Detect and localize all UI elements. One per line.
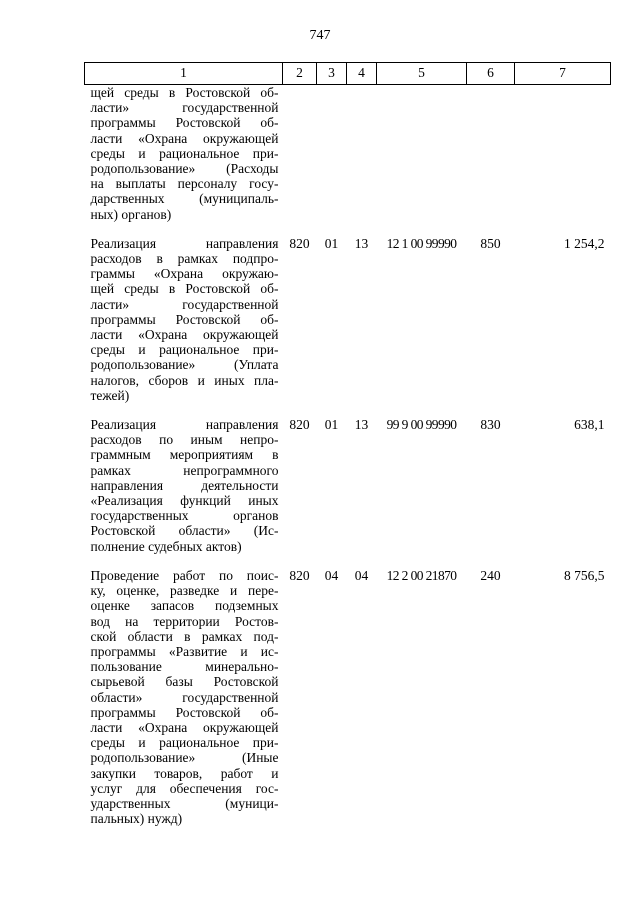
table-row: [85, 417, 611, 568]
cell-target-article-code: 12 1 00 99990: [386, 235, 457, 251]
description-line: ударственных (муници-: [90, 795, 279, 811]
description-line: граммы «Охрана окружаю-: [90, 266, 279, 282]
header-col-3: 3: [317, 63, 347, 85]
cell-target-article-code: [377, 85, 467, 236]
table-row: [85, 236, 611, 417]
description-line: щей среды в Ростовской об-: [90, 85, 279, 100]
cell-section-code: [317, 85, 347, 236]
description-line: программы «Развитие и ис-: [90, 643, 279, 659]
row-description: [85, 85, 283, 236]
description-line: Реализация направления: [90, 235, 279, 251]
row-description: [85, 568, 283, 840]
description-line: ской области в рамках под-: [90, 628, 279, 644]
cell-amount: [515, 85, 611, 236]
description-line: программы Ростовской об-: [90, 115, 279, 131]
description-line: оценке запасов подземных: [90, 598, 279, 614]
description-line: пользование минерально-: [90, 659, 279, 675]
description-line: области» государственной: [90, 689, 279, 705]
description-line: дарственных (муниципаль-: [90, 191, 279, 207]
description-line: Проведение работ по поис-: [90, 567, 279, 583]
cell-section-code: 01: [324, 417, 339, 433]
description-line: ласти «Охрана окружающей: [90, 130, 279, 146]
description-line: Реализация направления: [90, 417, 279, 433]
row-description: [85, 417, 283, 568]
header-col-5: 5: [377, 63, 467, 85]
table-row: [85, 85, 611, 236]
header-row: [85, 63, 611, 85]
description-line: услуг для обеспечения гос-: [90, 780, 279, 796]
description-line: среды и рациональное при-: [90, 145, 279, 161]
description-line: «Реализация функций иных: [90, 493, 279, 509]
cell-target-article-code: 99 9 00 99990: [386, 417, 457, 433]
description-line: расходов по иным непро-: [90, 432, 279, 448]
description-line: вод на территории Ростов-: [90, 613, 279, 629]
description-line: ласти «Охрана окружающей: [90, 327, 279, 343]
description-line: ных) органов): [90, 206, 172, 222]
description-line: сырьевой базы Ростовской: [90, 674, 279, 690]
cell-subsection-code: [347, 85, 377, 236]
description-line: родопользование» (Расходы: [90, 161, 279, 177]
description-line: программы Ростовской об-: [90, 311, 279, 327]
cell-amount: 1 254,2: [564, 235, 605, 251]
cell-ministry-code: [283, 85, 317, 236]
cell-subsection-code: 13: [354, 417, 369, 433]
description-line: на выплаты персоналу госу-: [90, 176, 279, 192]
header-col-2: 2: [283, 63, 317, 85]
cell-ministry-code: 820: [289, 235, 310, 251]
cell-expense-type-code: [467, 85, 515, 236]
description-line: граммным мероприятиям в: [90, 447, 279, 463]
description-line: налогов, сборов и иных пла-: [90, 372, 279, 388]
header-col-6: 6: [467, 63, 515, 85]
cell-expense-type-code: 830: [480, 417, 501, 433]
row-description: [85, 236, 283, 417]
description-line: Ростовской области» (Ис-: [90, 523, 279, 539]
cell-subsection-code: 04: [354, 567, 369, 583]
cell-section-code: 01: [324, 235, 339, 251]
table-body: [85, 85, 611, 841]
description-line: пальных) нужд): [90, 811, 183, 827]
header-col-1: 1: [85, 63, 283, 85]
description-line: направления деятельности: [90, 477, 279, 493]
description-line: расходов в рамках подпро-: [90, 251, 279, 267]
header-col-4: 4: [347, 63, 377, 85]
description-line: щей среды в Ростовской об-: [90, 281, 279, 297]
cell-amount: 8 756,5: [564, 567, 605, 583]
description-line: программы Ростовской об-: [90, 704, 279, 720]
description-line: среды и рациональное при-: [90, 735, 279, 751]
cell-target-article-code: 12 2 00 21870: [386, 567, 457, 583]
description-line: родопользование» (Иные: [90, 750, 279, 766]
header-col-7: 7: [515, 63, 611, 85]
description-line: ласти» государственной: [90, 100, 279, 116]
description-line: рамках непрограммного: [90, 462, 279, 478]
cell-ministry-code: 820: [289, 567, 310, 583]
cell-expense-type-code: 240: [480, 567, 501, 583]
budget-table: [84, 62, 611, 840]
description-line: родопользование» (Уплата: [90, 357, 279, 373]
description-line: закупки товаров, работ и: [90, 765, 279, 781]
description-line: тежей): [90, 387, 130, 403]
description-line: государственных органов: [90, 508, 279, 524]
page-number: 747: [309, 28, 331, 43]
cell-expense-type-code: 850: [480, 235, 501, 251]
cell-subsection-code: 13: [354, 235, 369, 251]
table-row: [85, 568, 611, 840]
description-line: ласти «Охрана окружающей: [90, 719, 279, 735]
description-line: ласти» государственной: [90, 296, 279, 312]
cell-amount: 638,1: [574, 417, 605, 433]
description-line: среды и рациональное при-: [90, 342, 279, 358]
cell-ministry-code: 820: [289, 417, 310, 433]
cell-section-code: 04: [324, 567, 339, 583]
description-line: ку, оценке, разведке и пере-: [90, 583, 279, 599]
description-line: полнение судебных актов): [90, 538, 242, 554]
